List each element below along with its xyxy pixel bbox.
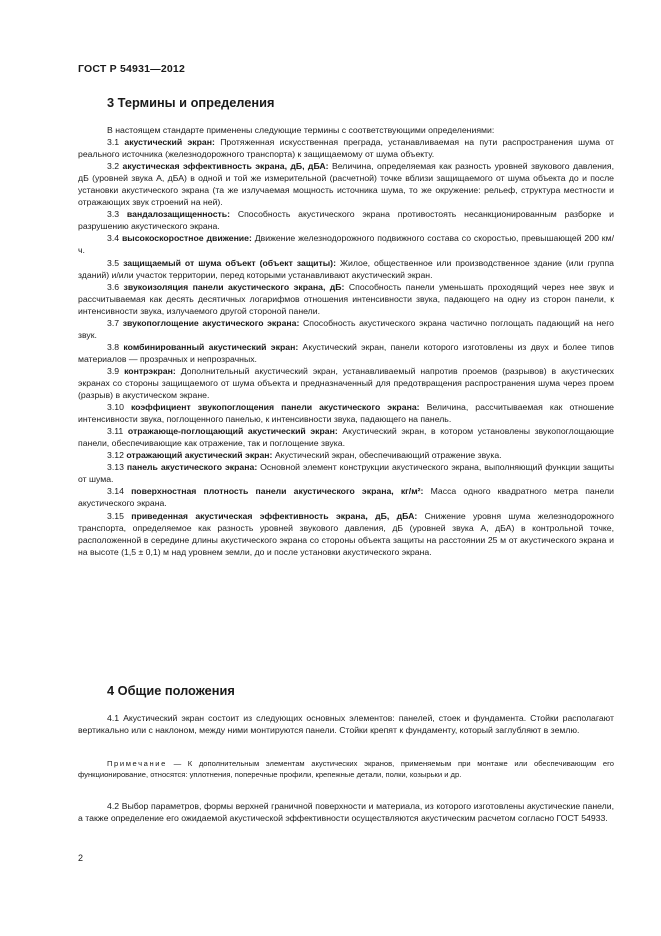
term-item <box>78 257 614 281</box>
term-item <box>78 208 614 232</box>
term-number: 3.5 <box>107 257 120 268</box>
term-item <box>78 461 614 485</box>
term-name: защищаемый от шума объект (объект защиты): <box>123 257 336 268</box>
term-number: 3.6 <box>107 281 120 292</box>
term-definition: Основной элемент конструкции акустического экрана, выполняющий функции защиты от шума. <box>78 462 614 485</box>
term-definition: Акустический экран, панели которого изготовлены из двух и более типов материалов — прозрачных и непрозрачных. <box>78 341 614 364</box>
term-definition: Способность акустического экрана противостоять несанкционированным разборке и разрушению акустического экрана. <box>78 209 614 232</box>
term-definition: Способность панели уменьшать проходящий через нее звук и рассчитываемая как десять десятичных логарифмов отношения интенсивности звука, падающего на одну из сторон панели, к интенсивности звука, излучаемого другой стороной панели. <box>78 281 615 316</box>
term-number: 3.4 <box>107 233 120 244</box>
term-name: звукоизоляция панели акустического экрана, дБ: <box>123 281 345 292</box>
note-label: Примечание <box>107 759 167 768</box>
term-number: 3.10 <box>107 402 124 413</box>
section-4-para-2 <box>78 800 614 824</box>
term-name: отражающе-поглощающий акустический экран: <box>127 426 338 437</box>
section-3-title: 3 Термины и определения <box>107 95 275 110</box>
term-item <box>78 365 614 401</box>
term-name: акустическая эффективность экрана, дБ, дБА: <box>122 161 329 172</box>
terms-list <box>78 136 614 558</box>
term-number: 3.15 <box>107 510 124 521</box>
document-header: ГОСТ Р 54931—2012 <box>78 63 186 75</box>
term-item <box>78 160 614 208</box>
page-number: 2 <box>78 853 84 863</box>
term-item <box>78 232 614 256</box>
para-4-1: 4.1 Акустический экран состоит из следующих основных элементов: панелей, стоек и фундамента. Стойки располагают вертикально или с наклоном, между ними монтируются панели. Стойки крепят к фундаменту, который заглубляют в землю. <box>78 713 614 736</box>
term-item <box>78 317 614 341</box>
para-4-2: 4.2 Выбор параметров, формы верхней граничной поверхности и материала, из которого изготовлены акустические панели, а также определение его ожидаемой акустической эффективности осуществляются акустическим расчетом согласно ГОСТ 54933. <box>78 801 614 824</box>
section-4-title: 4 Общие положения <box>107 683 235 698</box>
term-name: акустический экран: <box>124 137 215 148</box>
term-item <box>78 425 614 449</box>
term-name: высокоскоростное движение: <box>121 233 252 244</box>
term-item <box>78 401 614 425</box>
term-definition: Снижение уровня шума железнодорожного транспорта, определяемое как разность уровней звукового давления, дБ (уровней звука А, дБА) в контрольной точке, расположенной в середине длины акустического экрана со стороны объекта защиты на расстоянии 25 м от акустического экрана и на высоте (1,5 ± 0,1) м над уровнем земли, до и после установки акустического экрана. <box>78 510 614 557</box>
term-definition: Жилое, общественное или производственное здание (или группа зданий) и/или участок территории, перед которыми устанавливают акустический экран. <box>78 257 614 280</box>
term-definition: Величина, рассчитываемая как отношение интенсивности звука, поглощенного панелью, к интенсивности звука, падающего на панель. <box>78 402 615 425</box>
term-definition: Величина, определяемая как разность уровней звукового давления, дБ (уровней звука А, дБА) в одной и той же измерительной (расчетной) точке вблизи защищаемого от шума объекта до и после установки акустического экрана (та же излучаемая мощность источника шума, то же окружение: рельеф, структура местности и отражающих звук строений на ней). <box>78 161 614 208</box>
term-number: 3.12 <box>107 450 124 461</box>
term-number: 3.13 <box>107 462 124 473</box>
term-name: панель акустического экрана: <box>126 462 258 473</box>
term-name: контрэкран: <box>124 365 176 376</box>
term-number: 3.3 <box>107 209 120 220</box>
term-item <box>78 341 614 365</box>
term-number: 3.1 <box>107 137 120 148</box>
term-number: 3.2 <box>107 161 120 172</box>
term-number: 3.11 <box>107 426 124 437</box>
term-item <box>78 136 614 160</box>
term-name: комбинированный акустический экран: <box>123 341 299 352</box>
term-number: 3.14 <box>107 486 124 497</box>
term-item <box>78 485 614 509</box>
term-item <box>78 510 614 558</box>
section-3-intro: В настоящем стандарте применены следующие термины с соответствующими определениями: <box>107 125 495 135</box>
term-name: приведенная акустическая эффективность экрана, дБ, дБА: <box>131 510 418 521</box>
term-name: отражающий акустический экран: <box>126 450 273 461</box>
term-number: 3.7 <box>107 317 120 328</box>
term-definition: Движение железнодорожного подвижного состава со скоростью, превышающей 200 км/ч. <box>78 233 614 256</box>
term-item <box>78 281 614 317</box>
term-definition: Масса одного квадратного метра панели акустического экрана. <box>78 486 614 509</box>
term-name: коэффициент звукопоглощения панели акустического экрана: <box>130 402 420 413</box>
term-definition: Акустический экран, обеспечивающий отражение звука. <box>274 450 502 461</box>
term-name: поверхностная плотность панели акустического экрана, кг/м²: <box>131 486 424 497</box>
term-definition: Протяженная искусственная преграда, устанавливаемая на пути распространения шума от реального источника (железнодорожного транспорта) к защищаемому от шума объекту. <box>78 137 614 160</box>
term-name: звукопоглощение акустического экрана: <box>122 317 300 328</box>
term-definition: Дополнительный акустический экран, устанавливаемый напротив проемов (разрывов) в акустических экранах со стороны защищаемого от шума объекта и предназначенный для предотвращения распространения шума через проем (разрыв) в акустическом экране. <box>78 365 614 401</box>
term-definition: Акустический экран, в котором установлены звукопоглощающие панели, обеспечивающие как отражение, так и поглощение звука. <box>78 426 614 449</box>
note <box>78 758 614 781</box>
term-name: вандалозащищенность: <box>126 209 231 220</box>
term-number: 3.9 <box>107 365 120 376</box>
note-text: — К дополнительным элементам акустических экранов, применяемым при монтаже или обеспечивающим его функционирование, относятся: уплотнения, поперечные профили, крепежные детали, полки, козырьки и др. <box>78 759 614 780</box>
term-item <box>78 449 614 461</box>
term-number: 3.8 <box>107 341 120 352</box>
section-4-para-1 <box>78 712 614 736</box>
term-definition: Способность акустического экрана частично поглощать падающий на него звук. <box>78 317 615 340</box>
section-3-body <box>78 124 614 558</box>
